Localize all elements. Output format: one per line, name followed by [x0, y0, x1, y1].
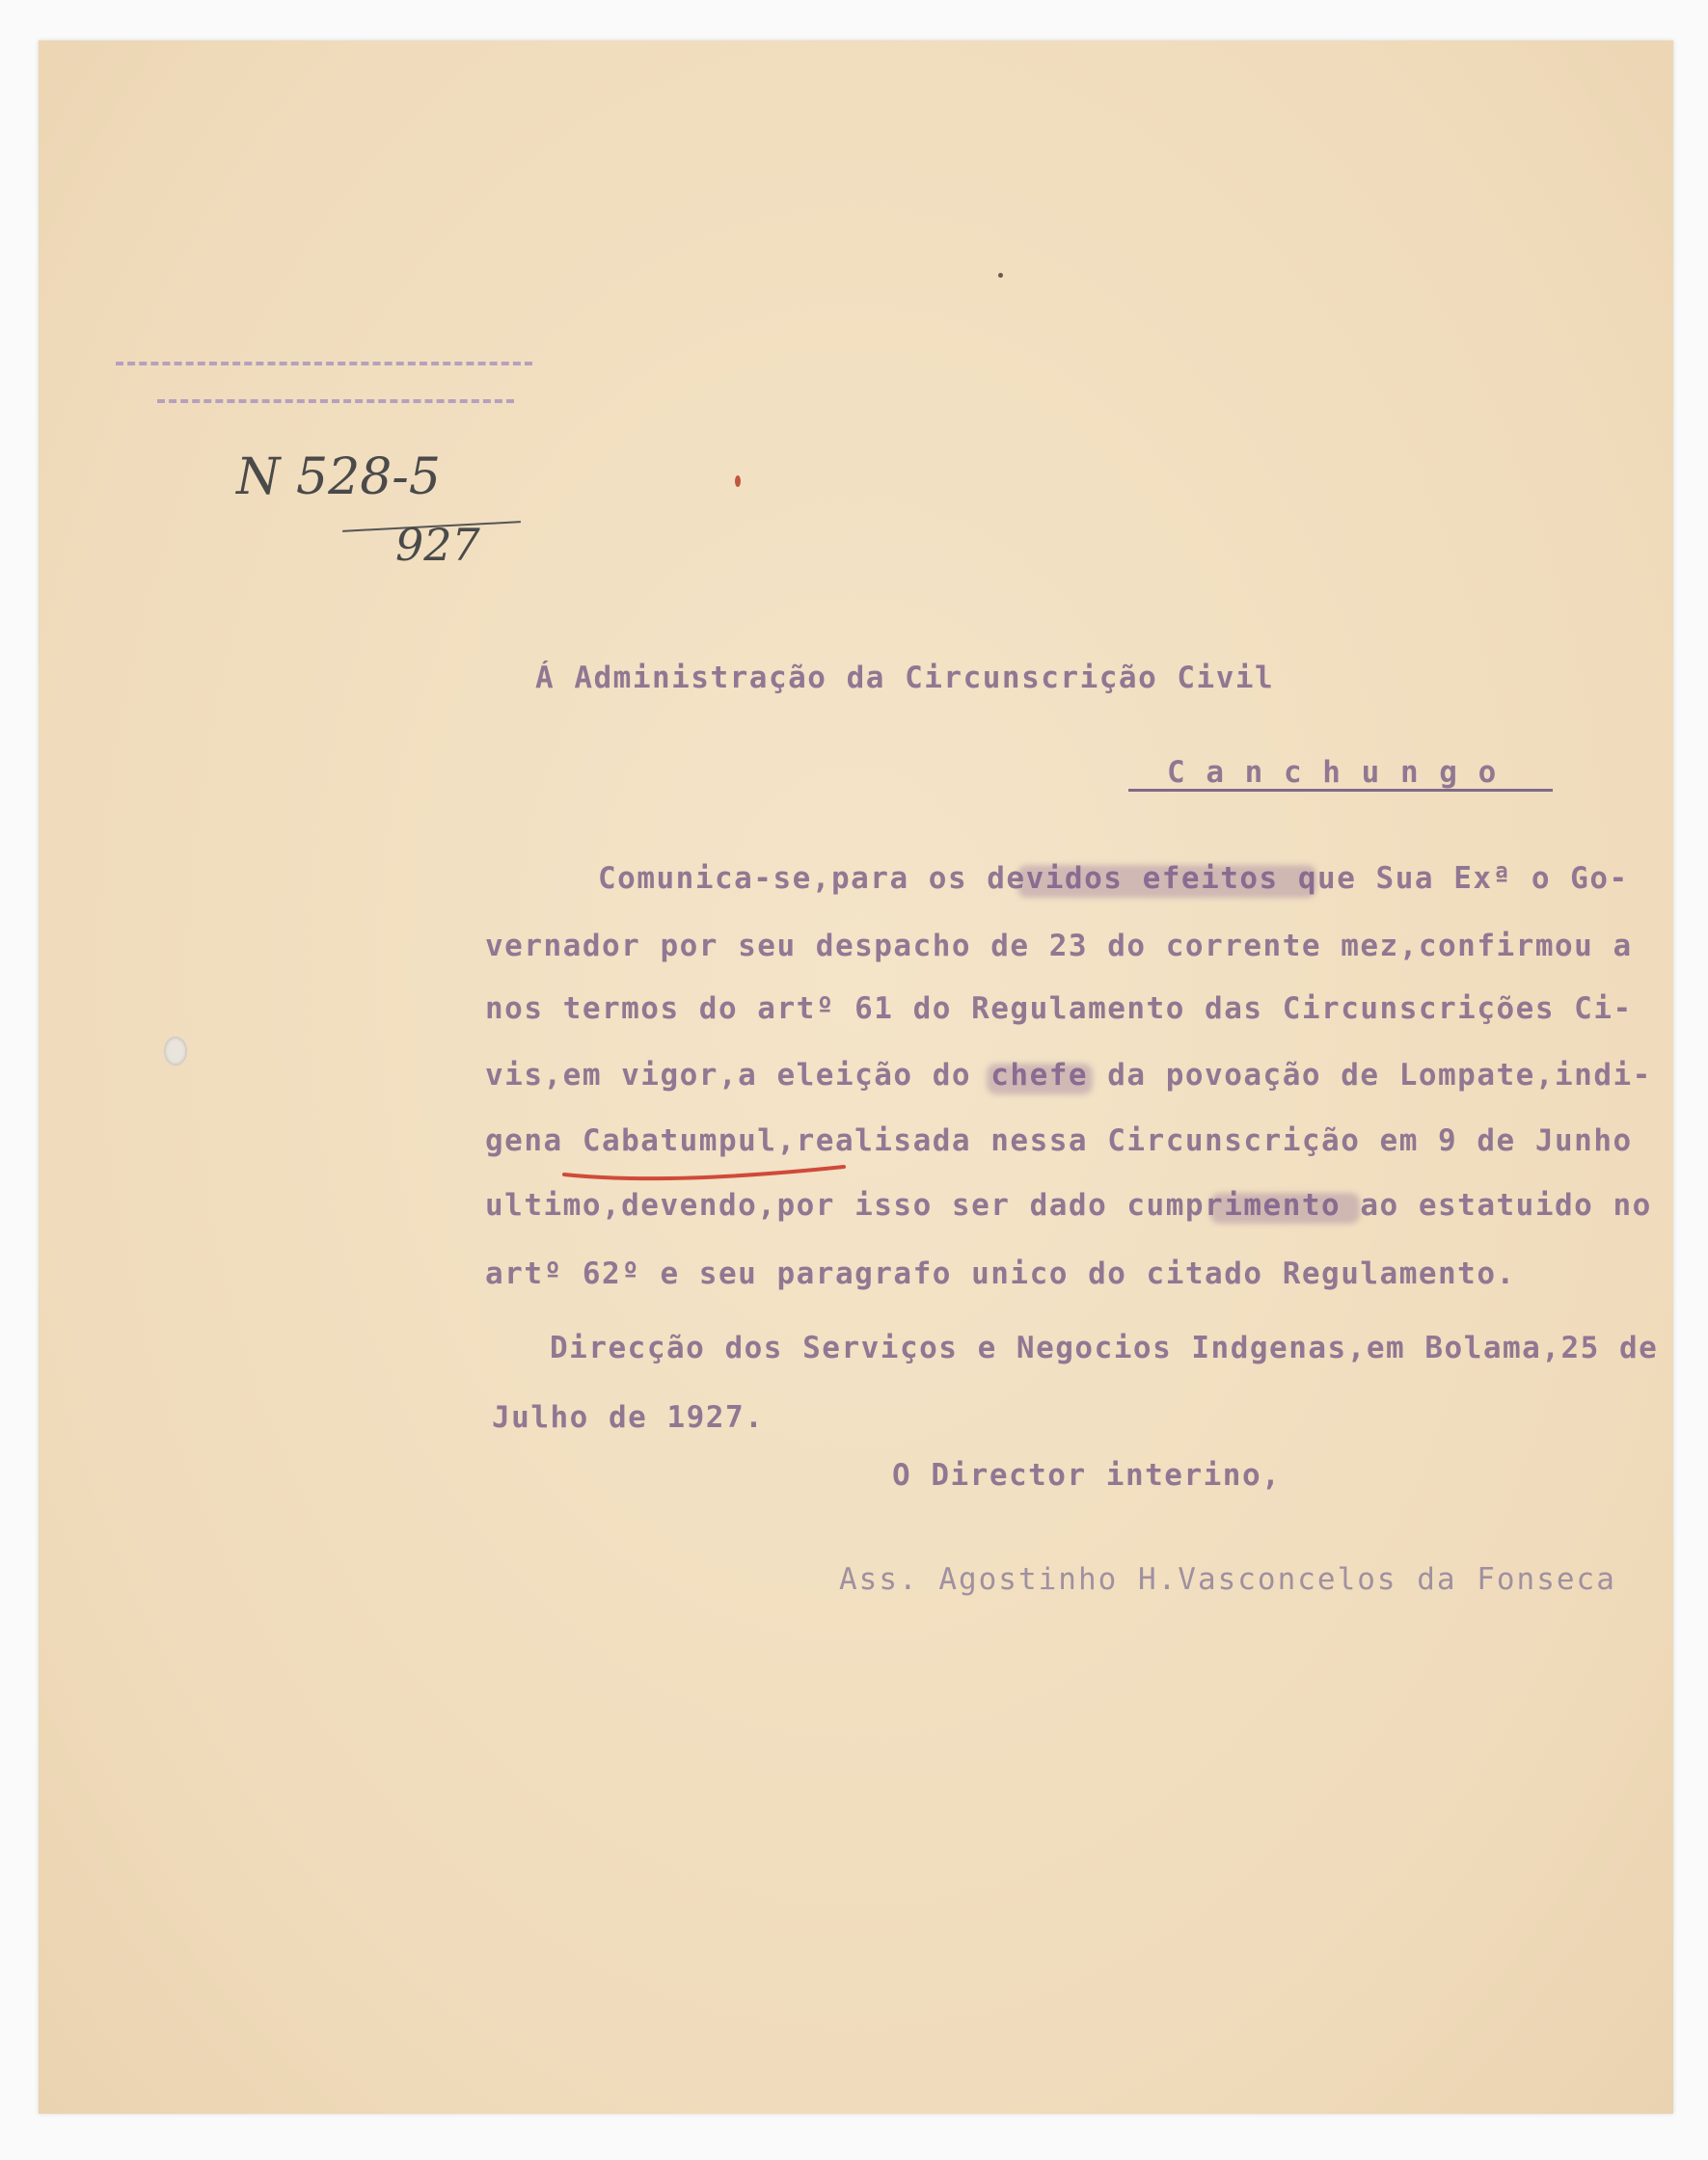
signature-name: Ass. Agostinho H.Vasconcelos da Fonseca	[839, 1562, 1616, 1597]
body-line-6: ultimo,devendo,por isso ser dado cumprimento ao estatuido no	[485, 1188, 1652, 1223]
body-line-5: gena Cabatumpul,realisada nessa Circunscrição em 9 de Junho	[485, 1123, 1633, 1158]
body-line-4: vis,em vigor,a eleição do chefe da povoação de Lompate,indi-	[485, 1058, 1652, 1093]
paper-hole	[164, 1037, 187, 1066]
signature-title: O Director interino,	[892, 1458, 1282, 1493]
body-line-1: Comunica-se,para os devidos efeitos que Sua Exª o Go-	[598, 861, 1629, 896]
body-line-7: artº 62º e seu paragrafo unico do citado Regulamento.	[485, 1256, 1516, 1291]
red-pencil-underline	[559, 1157, 849, 1186]
body-line-3: nos termos do artº 61 do Regulamento das Circunscrições Ci-	[485, 991, 1633, 1026]
recipient-place: C a n c h u n g o	[1167, 755, 1498, 790]
overtype-smudge-2	[987, 1064, 1093, 1094]
header-rule-bottom	[157, 399, 514, 403]
paper-mark	[998, 273, 1003, 278]
reference-year: 927	[395, 519, 480, 571]
overtype-smudge-1	[1017, 865, 1316, 898]
closing-line-1: Direcção dos Serviços e Negocios Indgenas,em Bolama,25 de	[550, 1331, 1659, 1365]
reference-number: N 528-5	[236, 448, 441, 506]
body-line-2: vernador por seu despacho de 23 do corrente mez,confirmou a	[485, 929, 1633, 963]
ink-speck	[735, 475, 741, 487]
place-underline	[1128, 789, 1553, 792]
recipient-line: Á Administração da Circunscrição Civil	[535, 661, 1275, 695]
overtype-smudge-3	[1210, 1193, 1360, 1224]
closing-line-2: Julho de 1927.	[492, 1400, 765, 1435]
header-rule-top	[116, 362, 532, 365]
